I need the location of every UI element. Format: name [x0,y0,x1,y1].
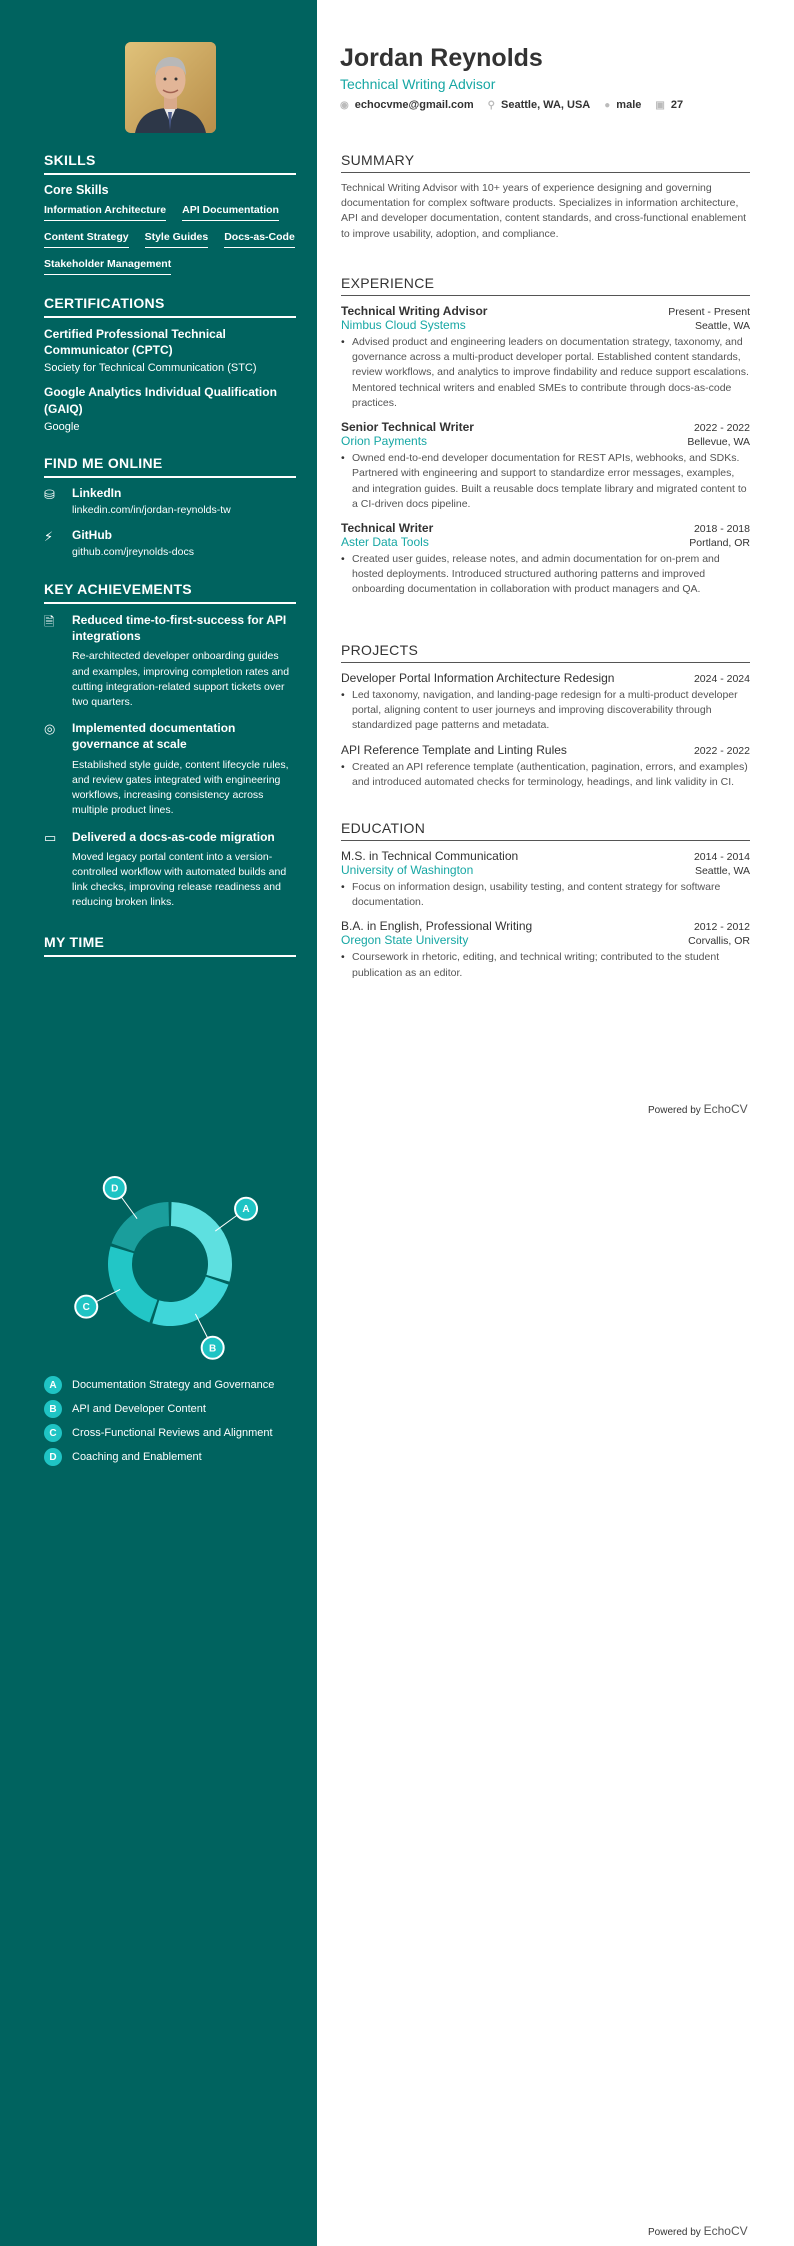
candidate-name: Jordan Reynolds [340,44,543,72]
skills-section [44,152,296,275]
callout-line [121,1196,137,1219]
education-dates: 2014 - 2014 [693,851,750,863]
skill-chip: Content Strategy [44,231,129,248]
powered-by-text: Powered by [648,2227,701,2238]
time-donut-chart [0,1170,317,1370]
education-bullet: • Coursework in rhetoric, editing, and technical writing; contributed to the student publication as an editor. [341,950,750,980]
powered-by-footer [648,2224,748,2238]
certifications-section [44,295,296,443]
age-text: 27 [670,99,684,111]
calendar-icon: ▣ [655,99,665,111]
my-time-section [44,934,296,965]
degree: B.A. in English, Professional Writing [341,919,533,934]
key-achievements-heading: KEY ACHIEVEMENTS [44,581,296,604]
callout-label: C [82,1302,90,1314]
job-company: Nimbus Cloud Systems [341,318,466,332]
job-bullet: • Created user guides, release notes, and admin documentation for on-prem and hosted deployments. Introduced structured authoring patterns and improved onboarding documentation in collaboration with product managers and QA. [341,552,750,598]
location-pin-icon: ⚲ [487,99,495,111]
summary-heading: SUMMARY [341,152,750,173]
cert-name: Certified Professional Technical Communicator (CPTC) [44,327,226,358]
donut-slice-c [108,1246,157,1322]
brand-logo: EchoCV [703,2224,748,2238]
linkedin-icon: ⛁ [44,487,55,502]
job-location: Portland, OR [689,536,750,549]
contact-row [340,99,697,111]
skill-chip: Information Architecture [44,204,166,221]
job-role: Technical Writing Advisor [341,304,488,318]
donut-slice-d [112,1202,170,1251]
job-bullet: • Owned end-to-end developer documentation for REST APIs, webhooks, and SDKs. Partnered with engineering and support to standardize error messages, examples, and integration guides. Built a reusable docs template library and migrated content to a CI-driven docs pipeline. [341,451,750,512]
education-entry [341,849,750,910]
job-bullet: • Advised product and engineering leaders on documentation strategy, taxonomy, and governance across a multi-product developer portal. Established content standards, review workflows, and analytics to improve findability and reduce support escalations. Mentored technical writers and enabled SMEs to contribute through docs-as-code practices. [341,335,750,411]
contact-gender [604,99,641,111]
project-bullet-text: Led taxonomy, navigation, and landing-page redesign for a multi-product developer portal, aligning content to user journeys and improving discoverability through standardized page patterns and metadata. [352,689,738,732]
legend-label: Coaching and Enablement [72,1451,202,1463]
job-dates: Present - Present [668,306,750,318]
gender-text: male [616,99,642,111]
legend-item [44,1421,274,1445]
time-legend [44,1373,274,1469]
donut-slice-b [152,1277,228,1326]
cert-org: Society for Technical Communication (STC) [44,362,257,375]
job-company: Aster Data Tools [341,534,429,549]
brand-logo: EchoCV [703,1102,748,1116]
projects-section [341,642,750,799]
link-linkedin[interactable] [44,486,296,516]
legend-item [44,1397,274,1421]
achievement-desc: Re-architected developer onboarding guides and examples, improving completion rates and cutting integration-related support tickets over two quarters. [72,650,290,709]
achievement-title: Implemented documentation governance at scale [72,721,236,752]
projects-heading: PROJECTS [341,642,750,663]
core-skills-subheading: Core Skills [44,183,109,197]
project-entry [341,671,750,734]
achievement-item [44,720,296,818]
experience-entry [341,521,750,598]
contact-age [655,99,683,111]
email-text: echocvme@gmail.com [354,99,474,111]
project-dates: 2022 - 2022 [693,744,750,757]
achievement-title: Delivered a docs-as-code migration [72,829,275,844]
skill-chip: API Documentation [182,204,279,221]
job-bullet-text: Advised product and engineering leaders on documentation strategy, taxonomy, and governance across a multi-product developer portal. Established content standards, review workflows, and analytics to improve findability and reduce support escalations. Mentored technical writers and enabled SMEs to contribute through docs-as-code practices. [352,336,749,409]
find-me-online-section [44,455,296,570]
job-company: Orion Payments [341,434,428,449]
project-bullet: • Created an API reference template (authentication, pagination, errors, and examples) and introduced automated checks for terminology, headings, and link validity in CI. [341,760,750,790]
project-bullet: • Led taxonomy, navigation, and landing-page redesign for a multi-product developer portal, aligning content to user journeys and improving discoverability through standardized page patterns and metadata. [341,688,750,734]
degree: M.S. in Technical Communication [341,849,519,863]
experience-entry [341,304,750,411]
donut-slice-a [171,1202,232,1282]
skills-list [44,204,296,275]
education-heading: EDUCATION [341,820,750,841]
callout-line [95,1289,120,1302]
project-name: Developer Portal Information Architecture Redesign [341,671,615,685]
summary-section [341,152,750,242]
achievement-item [44,612,296,710]
skill-chip: Docs-as-Code [224,231,295,248]
callout-label: D [111,1183,119,1195]
education-bullet: • Focus on information design, usability testing, and content strategy for software documentation. [341,880,750,910]
link-url[interactable]: github.com/jreynolds-docs [72,546,194,558]
candidate-title: Technical Writing Advisor [340,76,496,92]
school-location: Corvallis, OR [688,935,750,948]
education-bullet-text: Coursework in rhetoric, editing, and technical writing; contributed to the student publication as an editor. [352,951,720,979]
find-me-online-heading: FIND ME ONLINE [44,455,296,478]
experience-entry [341,420,750,512]
job-dates: 2022 - 2022 [693,422,750,435]
school: University of Washington [341,863,474,877]
person-icon: ● [604,99,611,111]
education-section [341,820,750,990]
my-time-heading: MY TIME [44,934,296,957]
legend-label: Documentation Strategy and Governance [72,1379,275,1391]
bolt-icon: ⚡︎ [44,529,54,544]
achievement-desc: Moved legacy portal content into a version-controlled workflow with automated builds and link checks, improving release readiness and reducing broken links. [72,850,287,909]
project-entry [341,743,750,790]
legend-label: API and Developer Content [72,1403,206,1415]
summary-text: Technical Writing Advisor with 10+ years of experience designing and governing documentation for complex software products. Specializes in information architecture, API and developer documentation, content standards, and cross-functional enablement to improve usability, adoption, and compliance. [341,182,747,240]
job-location: Seattle, WA [694,320,750,332]
link-github[interactable] [44,528,296,558]
target-icon: ◎ [44,721,56,737]
legend-badge: D [44,1448,62,1466]
toggle-icon: ▭ [44,829,57,845]
experience-heading: EXPERIENCE [341,275,750,296]
project-name: API Reference Template and Linting Rules [341,742,567,757]
contact-location [488,99,591,111]
project-bullet-text: Created an API reference template (authentication, pagination, errors, and examples) and introduced automated checks for terminology, headings, and link validity in CI. [352,760,748,788]
cert-org: Google [44,420,80,433]
skills-heading: SKILLS [44,152,296,175]
legend-badge: C [44,1424,62,1442]
powered-by-text: Powered by [648,1105,701,1116]
powered-by-footer [648,1102,748,1116]
achievement-item [44,829,296,911]
legend-badge: A [44,1376,62,1394]
education-dates: 2012 - 2012 [693,921,750,934]
job-bullet-text: Owned end-to-end developer documentation for REST APIs, webhooks, and SDKs. Partnered with engineering and support to standardize error messages, examples, and integration guides. Built a reusable docs template library and migrated content to a CI-driven docs pipeline. [352,452,747,510]
school: Oregon State University [341,933,469,948]
cert-name: Google Analytics Individual Qualification (GAIQ) [44,385,277,416]
job-location: Bellevue, WA [687,436,750,449]
project-dates: 2024 - 2024 [693,673,750,685]
link-title: GitHub [72,528,112,542]
skill-chip: Style Guides [145,231,209,248]
profile-photo [125,42,216,133]
certifications-heading: CERTIFICATIONS [44,295,296,318]
callout-label: B [209,1343,217,1355]
education-entry [341,919,750,980]
legend-label: Cross-Functional Reviews and Alignment [72,1427,273,1439]
sidebar [0,0,317,2246]
link-url[interactable]: linkedin.com/in/jordan-reynolds-tw [72,504,231,516]
location-text: Seattle, WA, USA [501,99,591,111]
callout-label: A [242,1204,250,1216]
job-role: Senior Technical Writer [341,420,474,435]
job-dates: 2018 - 2018 [693,522,750,535]
job-role: Technical Writer [341,520,434,535]
skill-chip: Stakeholder Management [44,258,171,275]
achievement-desc: Established style guide, content lifecycle rules, and review gates integrated with engineering workflows, increasing consistency across multiple product lines. [72,758,289,817]
legend-item [44,1373,274,1397]
experience-section [341,275,750,607]
legend-item [44,1445,274,1469]
callout-line [195,1314,208,1339]
callout-line [215,1215,238,1231]
school-location: Seattle, WA [694,865,750,877]
email-icon: ◉ [340,99,349,111]
contact-email[interactable] [340,99,474,111]
legend-badge: B [44,1400,62,1418]
document-icon: 🗎︎ [44,614,55,629]
key-achievements-section [44,581,296,921]
achievement-title: Reduced time-to-first-success for API integrations [72,613,287,644]
link-title: LinkedIn [72,486,122,500]
job-bullet-text: Created user guides, release notes, and admin documentation for on-prem and hosted deployments. Introduced structured authoring patterns and improved onboarding documentation in collaboration with product managers and QA. [352,552,720,596]
education-bullet-text: Focus on information design, usability testing, and content strategy for software documentation. [352,881,721,909]
